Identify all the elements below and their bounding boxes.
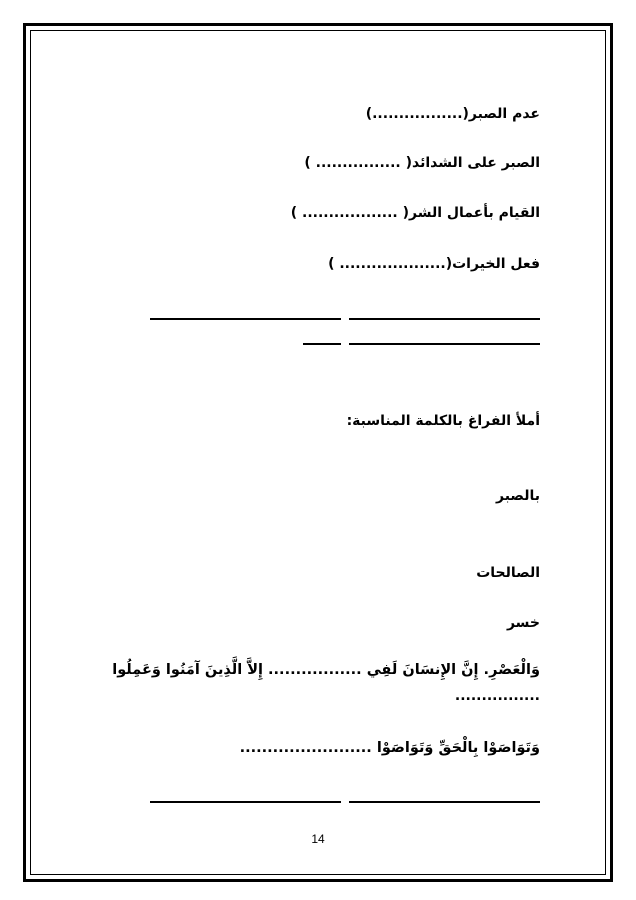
verse-line-1: وَالْعَصْرِ. إِنَّ الإِنسَانَ لَفِي ................. إِلاَّ الَّذِينَ آمَنُوا وَعَمِلُوا bbox=[112, 662, 540, 678]
word-bank-item-1: بالصبر bbox=[496, 488, 540, 504]
answer-line bbox=[349, 343, 540, 345]
word-bank-item-3: خسر bbox=[506, 615, 540, 631]
verse-line-2: وَتَوَاصَوْا بِالْحَقِّ وَتَوَاصَوْا ........................ bbox=[239, 740, 540, 756]
word-bank-item-2: الصالحات bbox=[476, 565, 540, 581]
answer-line bbox=[349, 801, 540, 803]
instruction-heading: أملأ الفراغ بالكلمة المناسبة: bbox=[346, 413, 540, 429]
answer-line bbox=[303, 343, 341, 345]
matching-item-1: عدم الصبر(.................) bbox=[365, 106, 540, 122]
answer-line bbox=[150, 801, 341, 803]
answer-line bbox=[349, 318, 540, 320]
page-number: 14 bbox=[311, 832, 325, 846]
matching-item-3: القيام بأعمال الشر( .................. ) bbox=[290, 205, 540, 221]
answer-line bbox=[150, 318, 341, 320]
verse-line-1-continuation: ................ bbox=[454, 688, 540, 704]
matching-item-2: الصبر على الشدائد( ................ ) bbox=[304, 155, 540, 171]
matching-item-4: فعل الخيرات(.................... ) bbox=[328, 256, 540, 272]
